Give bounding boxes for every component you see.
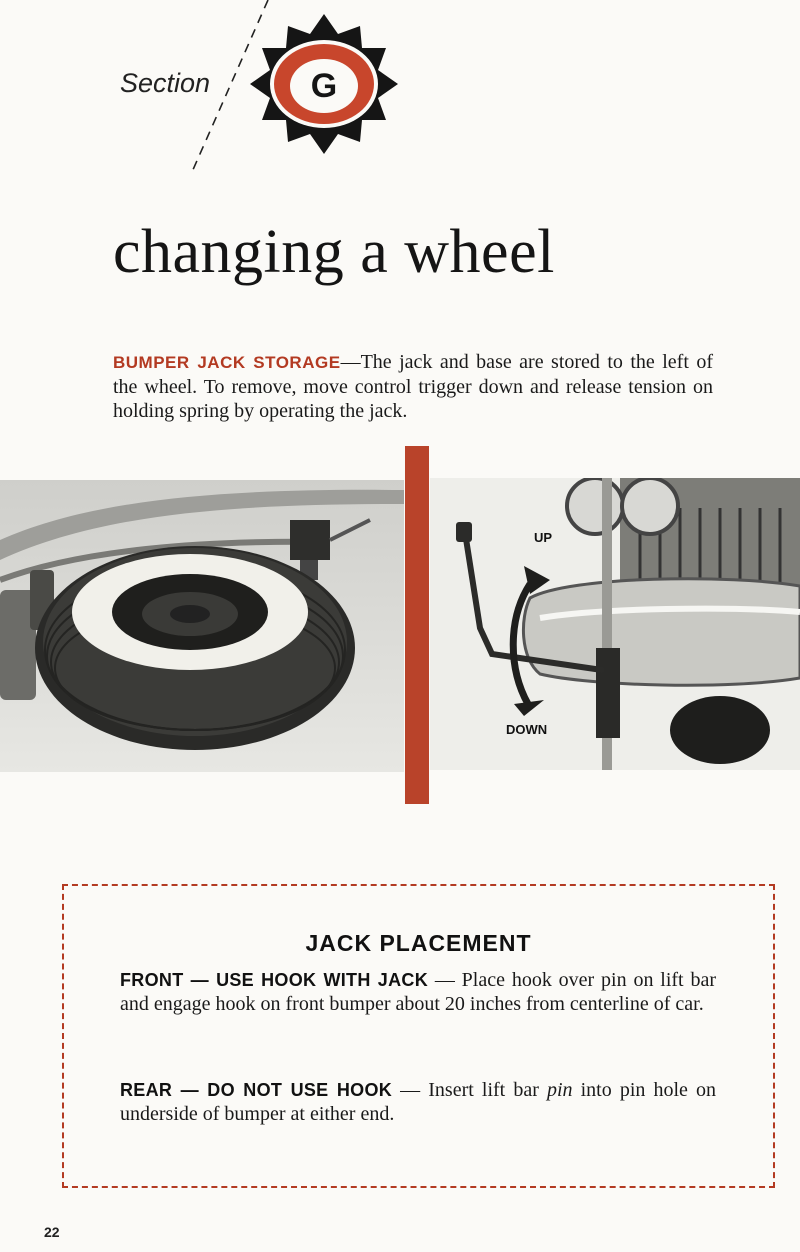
section-label: Section bbox=[120, 68, 211, 98]
page-title: changing a wheel bbox=[113, 218, 555, 286]
page-number: 22 bbox=[44, 1224, 60, 1240]
rear-text-1: — Insert lift bar bbox=[392, 1079, 547, 1101]
section-letter: G bbox=[310, 67, 338, 105]
divider-bar bbox=[405, 446, 429, 804]
rear-pin-word: pin bbox=[546, 1079, 573, 1101]
front-lead: FRONT — USE HOOK WITH JACK bbox=[120, 970, 428, 990]
spare-tire-photo bbox=[0, 480, 404, 772]
front-instructions bbox=[120, 968, 716, 1016]
down-label: DOWN bbox=[506, 722, 548, 737]
rear-instructions bbox=[120, 1078, 716, 1126]
rear-lead: REAR — DO NOT USE HOOK bbox=[120, 1080, 393, 1100]
rear-text-2: into pin hole on underside of bumper at either end. bbox=[120, 1079, 716, 1125]
intro-text: —The jack and base are stored to the left of the wheel. To remove, move control trigger down and release tension on holding spring by operating the jack. bbox=[113, 351, 713, 422]
bumper-jack-photo bbox=[430, 478, 800, 770]
up-label: UP bbox=[534, 530, 553, 545]
section-badge bbox=[190, 0, 420, 180]
intro-lead: BUMPER JACK STORAGE bbox=[113, 353, 341, 372]
jack-placement-heading: JACK PLACEMENT bbox=[305, 930, 532, 956]
intro-paragraph bbox=[113, 350, 713, 423]
front-text: — Place hook over pin on lift bar and engage hook on front bumper about 20 inches from centerline of car. bbox=[120, 969, 716, 1015]
